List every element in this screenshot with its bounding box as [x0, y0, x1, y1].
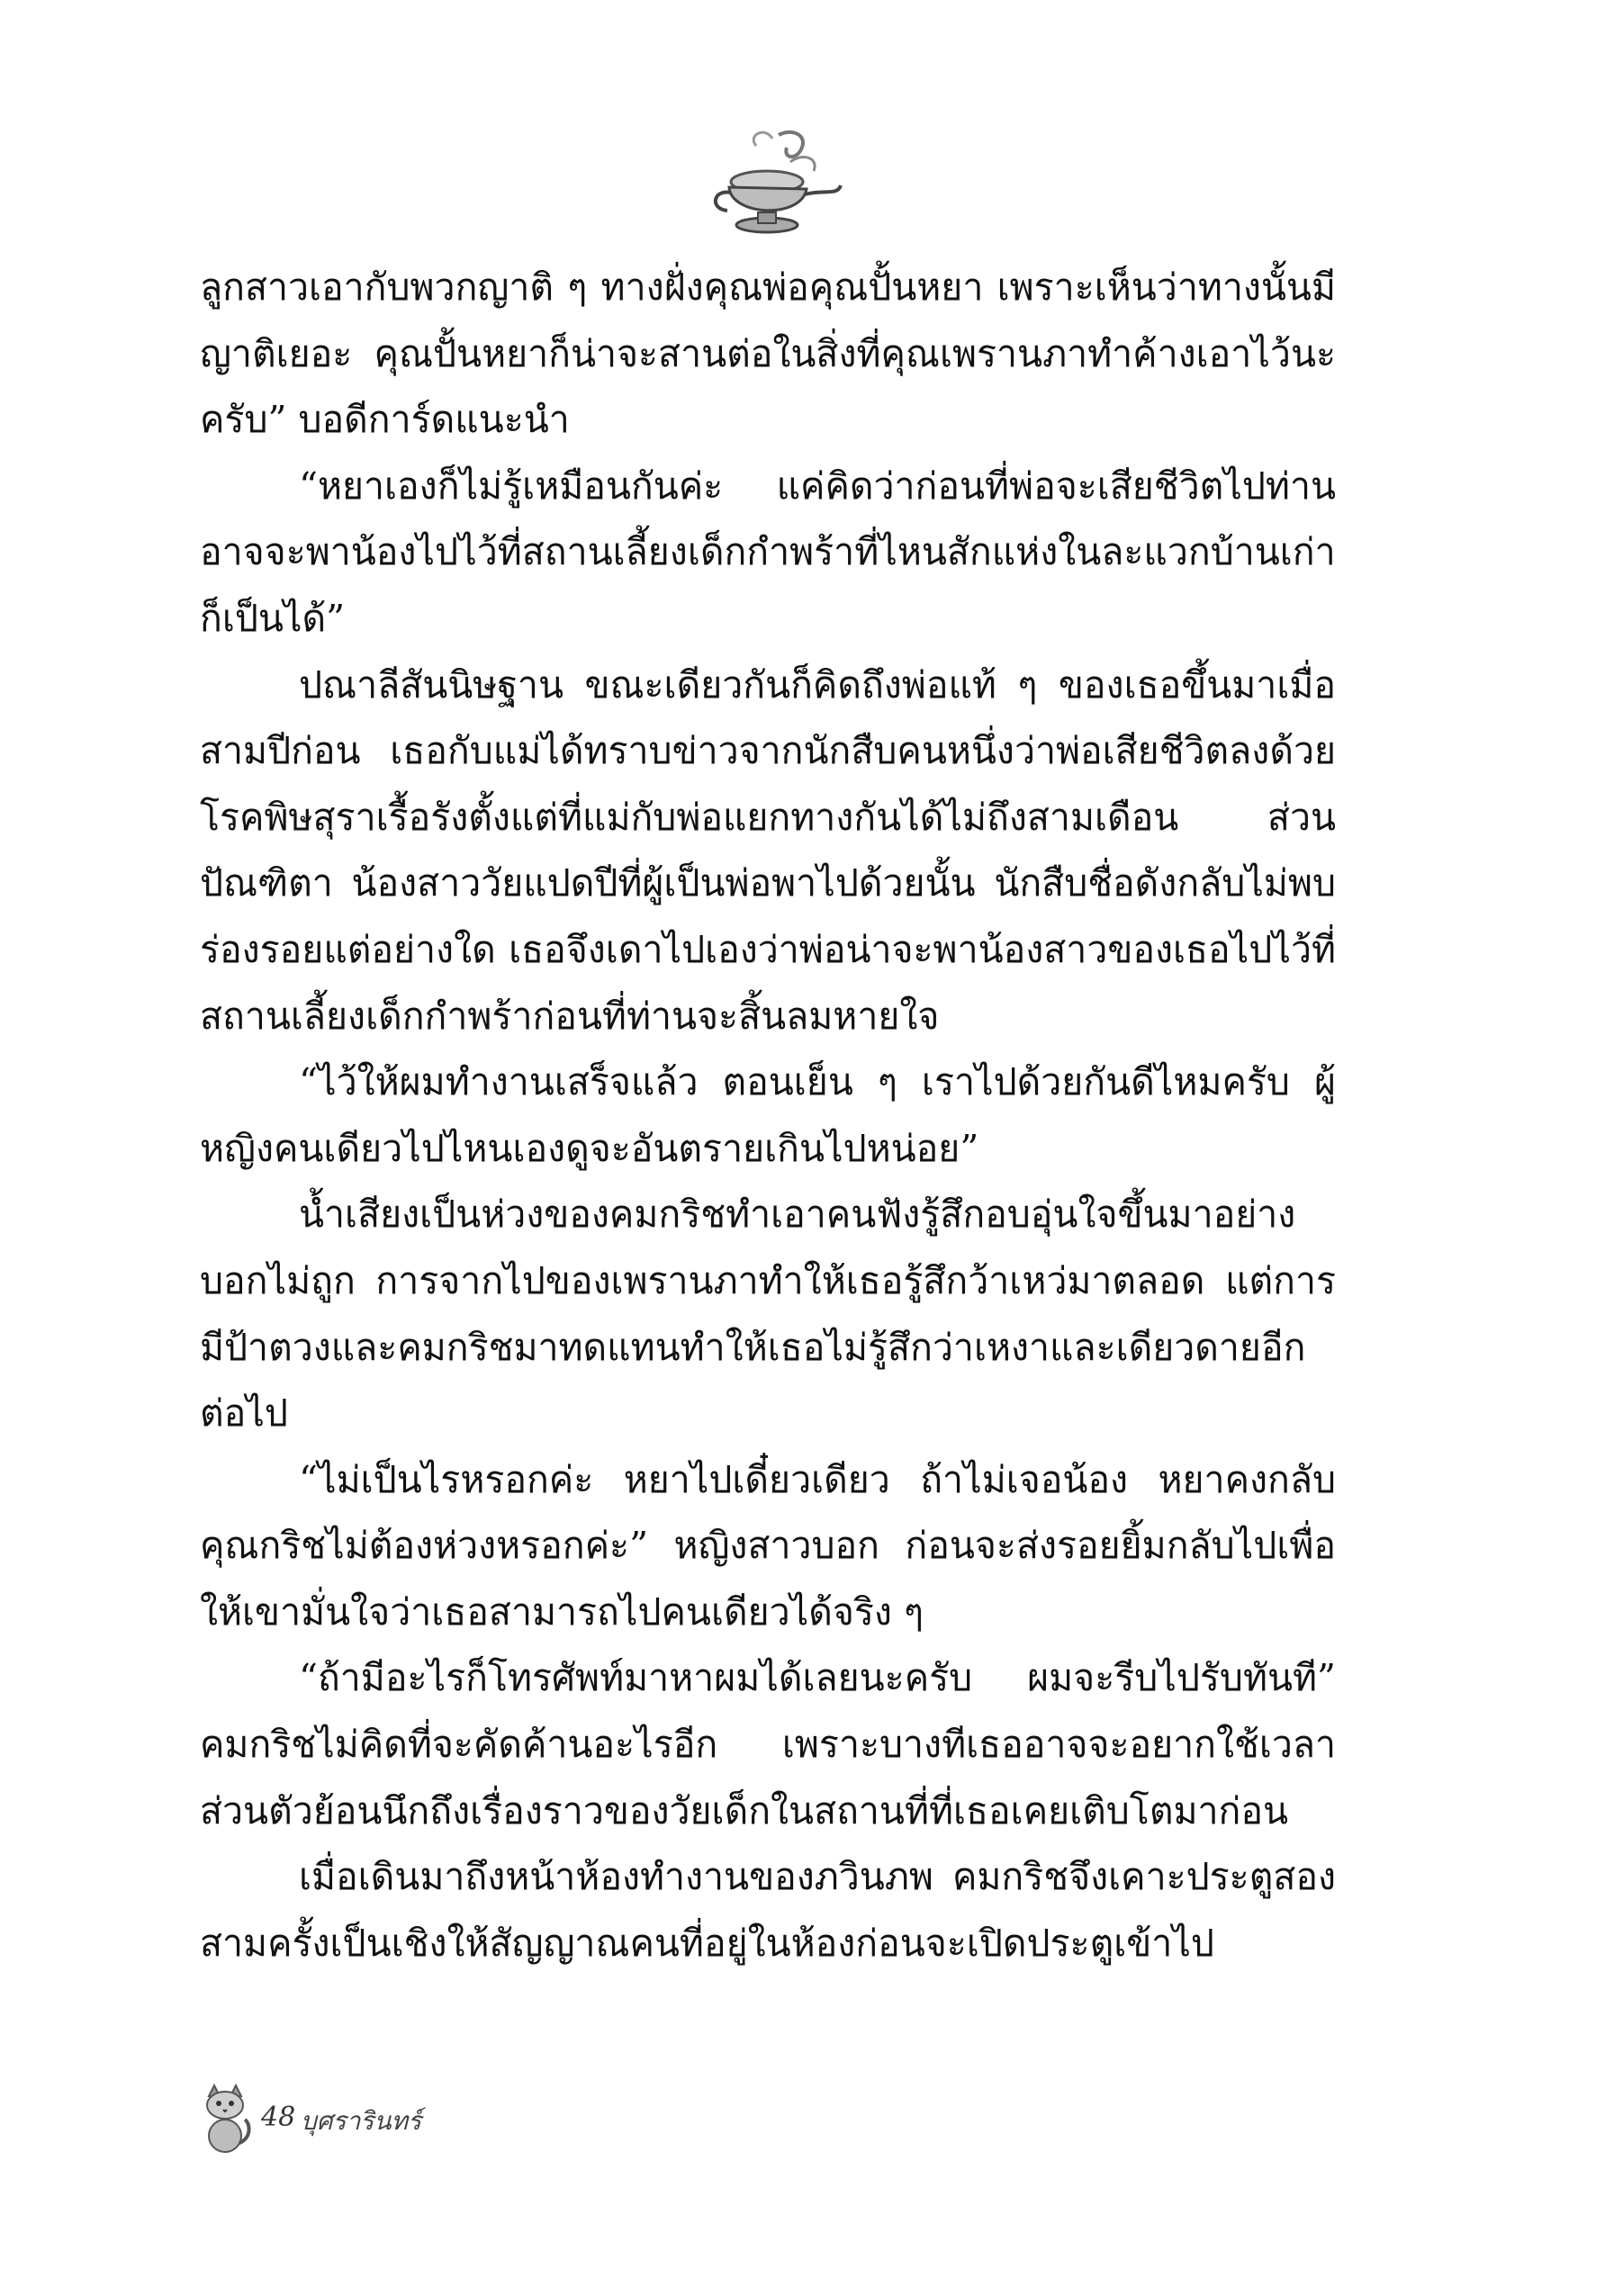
body-text [200, 255, 1336, 1976]
page-number: 48 [261, 2102, 296, 2133]
paragraph-3: ปณาลีสันนิษฐาน ขณะเดียวกันก็คิดถึงพ่อแท้ ๆ ของเธอขึ้นมาเมื่อสามปีก่อน เธอกับแม่ได้ทราบข่าวจากนักสืบคนหนึ่งว่าพ่อเสียชีวิตลงด้วยโรคพิษสุราเรื้อรังตั้งแต่ที่แม่กับพ่อแยกทางกันได้ไม่ถึงสามเดือน ส่วนปัณฑิตา น้องสาววัยแปดปีที่ผู้เป็นพ่อพาไปด้วยนั้น นักสืบชื่อดังกลับไม่พบร่องรอยแต่อย่างใด เธอจึงเดาไปเองว่าพ่อน่าจะพาน้องสาวของเธอไปไว้ที่สถานเลี้ยงเด็กกำพร้าก่อนที่ท่านจะสิ้นลมหายใจ [200, 662, 1336, 1038]
lamp-icon [693, 126, 846, 243]
author-name: บุศรารินทร์ [301, 2106, 421, 2136]
paragraph-5: น้ำเสียงเป็นห่วงของคมกริชทำเอาคนฟังรู้สึกอบอุ่นใจขึ้นมาอย่างบอกไม่ถูก การจากไปของเพรานภาทำให้เธอรู้สึกว้าเหว่มาตลอด แต่การมีป้าตวงและคมกริชมาทดแทนทำให้เธอไม่รู้สึกว่าเหงาและเดียวดายอีกต่อไป [200, 1193, 1336, 1436]
paragraph-2: “หยาเองก็ไม่รู้เหมือนกันค่ะ แค่คิดว่าก่อนที่พ่อจะเสียชีวิตไปท่านอาจจะพาน้องไปไว้ที่สถานเลี้ยงเด็กกำพร้าที่ไหนสักแห่งในละแวกบ้านเก่าก็เป็นได้” [200, 464, 1336, 640]
page-footer [200, 2084, 740, 2156]
paragraph-7: “ถ้ามีอะไรก็โทรศัพท์มาหาผมได้เลยนะครับ ผมจะรีบไปรับทันที” คมกริชไม่คิดที่จะคัดค้านอะไรอีก เพราะบางทีเธออาจจะอยากใช้เวลาส่วนตัวย้อนนึกถึงเรื่องราวของวัยเด็กในสถานที่ที่เธอเคยเติบโตมาก่อน [200, 1656, 1336, 1832]
paragraph-1: ลูกสาวเอากับพวกญาติ ๆ ทางฝั่งคุณพ่อคุณปั้นหยา เพราะเห็นว่าทางนั้นมีญาติเยอะ คุณปั้นหยาก็น่าจะสานต่อในสิ่งที่คุณเพรานภาทำค้างเอาไว้นะครับ” บอดีการ์ดแนะนำ [200, 266, 1336, 442]
paragraph-8: เมื่อเดินมาถึงหน้าห้องทำงานของภวินภพ คมกริชจึงเคาะประตูสองสามครั้งเป็นเชิงให้สัญญาณคนที่อยู่ในห้องก่อนจะเปิดประตูเข้าไป [200, 1855, 1336, 1965]
paragraph-4: “ไว้ให้ผมทำงานเสร็จแล้ว ตอนเย็น ๆ เราไปด้วยกันดีไหมครับ ผู้หญิงคนเดียวไปไหนเองดูจะอันตรายเกินไปหน่อย” [200, 1060, 1336, 1170]
paragraph-6: “ไม่เป็นไรหรอกค่ะ หยาไปเดี๋ยวเดียว ถ้าไม่เจอน้อง หยาคงกลับ คุณกริชไม่ต้องห่วงหรอกค่ะ” หญิงสาวบอก ก่อนจะส่งรอยยิ้มกลับไปเพื่อให้เขามั่นใจว่าเธอสามารถไปคนเดียวได้จริง ๆ [200, 1457, 1336, 1634]
cat-icon [200, 2084, 254, 2154]
